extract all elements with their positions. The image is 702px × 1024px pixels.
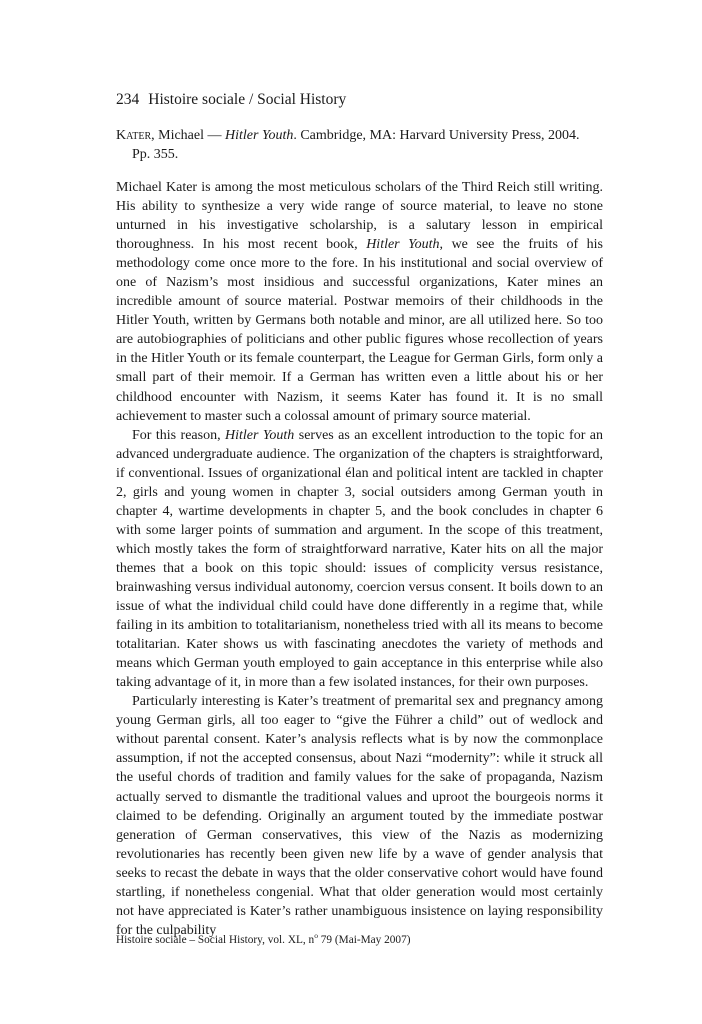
paragraph-2-start: For this reason, [132, 427, 221, 443]
paragraph-1-book-title: Hitler Youth [366, 237, 440, 253]
paragraph-2-book-title: Hitler Youth [225, 427, 295, 443]
author-given: , Michael — [151, 128, 225, 143]
page-footer [116, 931, 411, 946]
paragraph-1 [116, 178, 603, 426]
footer-text: Histoire sociale – Social History, vol. XL, n [116, 934, 315, 946]
page-count: Pp. 355. [132, 147, 179, 162]
paragraph-1-text: Michael Kater is among the most meticulous scholars of the Third Reich still writing. His ability to synthesize a very wide range of source material, to leave no stone unturned in his investigative scholarship, is a salutary lesson in empirical thoroughness. In his most recent book, [116, 180, 603, 253]
book-title: Hitler Youth [225, 128, 294, 143]
paragraph-3: Particularly interesting is Kater’s treatment of premarital sex and pregnancy among young German girls, all too eager to “give the Führer a child” out of wedlock and without parental consent. Kater’s analysis reflects what is by now the commonplace assumption, if not the accepted consensus, about Nazi “modernity”: while it struck all the useful chords of tradition and family values for the sake of propaganda, Nazism actually served to dismantle the traditional values and uproot the bourgeois norms it claimed to be defending. Originally an argument touted by the immediate postwar generation of German conservatives, this view of the Nazis as modernizing revolutionaries has recently been given new life by a wave of gender analysis that seeks to recast the debate in ways that the older conservative cohort would have found startling, if nonetheless congenial. What that older generation would most certainly not have appreciated is Kater’s rather unambiguous insistence on laying responsibility for the culpability [116, 694, 603, 938]
paragraph-1-rest: , we see the fruits of his methodology come once more to the fore. In his institutional and social overview of one of Nazism’s most insidious and successful organizations, Kater mines an incredible amount of source material. Postwar memoirs of their childhoods in the Hitler Youth, written by Germans both notable and minor, are all utilized here. So too are autobiographies of politicians and other public figures whose recollection of years in the Hitler Youth or its female counterpart, the League for German Girls, form only a small part of their memoir. If a German has written even a little about his or her childhood encounter with Nazism, it seems Kater has found it. It is no small achievement to master such a colossal amount of primary source material. [116, 237, 603, 424]
book-citation [116, 126, 603, 164]
footer-issue: 79 (Mai-May 2007) [317, 934, 411, 946]
paragraph-2 [116, 426, 603, 693]
review-body [116, 178, 603, 940]
author-surname: Kater [116, 128, 152, 143]
paragraph-2-rest: serves as an excellent introduction to the topic for an advanced undergraduate audience. The organization of the chapters is straightforward, if conventional. Issues of organizational élan and political intent are tackled in chapter 2, girls and young women in chapter 3, social outsiders among German youth in chapter 4, wartime developments in chapter 5, and the book concludes in chapter 6 with some larger points of summation and argument. In the scope of this treatment, which mostly takes the form of straightforward narrative, Kater hits on all the major themes that a book on this topic should: issues of complicity versus resistance, brainwashing versus individual autonomy, coercion versus consent. It boils down to an issue of what the individual child could have done differently in a regime that, while failing in its ambition to totalitarianism, nonetheless tried with all its means to become totalitarian. Kater shows us with fascinating anecdotes the variety of methods and means which German youth employed to gain acceptance in this enterprise while also taking advantage of it, in more than a few isolated instances, for their own purposes. [116, 427, 604, 691]
publisher-info: . Cambridge, MA: Harvard University Press, 2004. [293, 128, 580, 143]
footer-superscript: o [314, 931, 318, 941]
running-header [116, 91, 346, 109]
journal-title: Histoire sociale / Social History [148, 91, 347, 108]
page-number: 234 [116, 91, 140, 108]
